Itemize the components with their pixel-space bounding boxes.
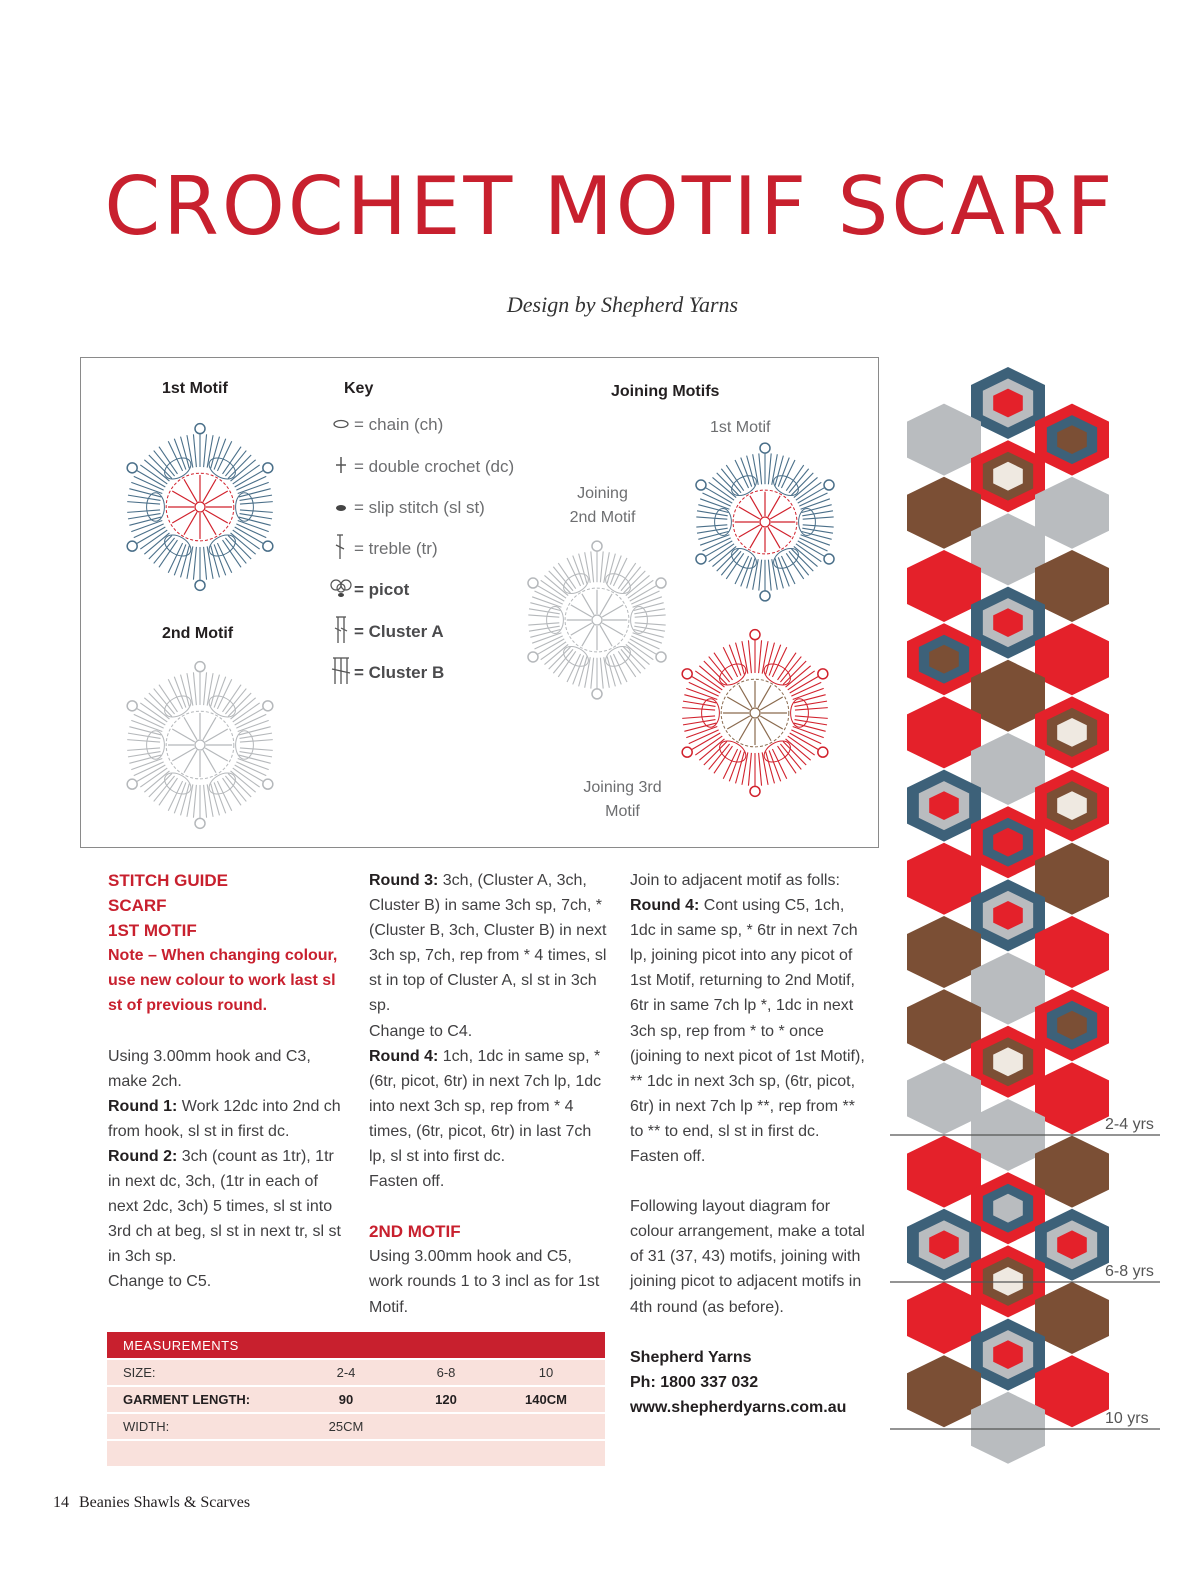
picot-mark: [824, 554, 834, 564]
hexagon-ring: [1035, 1136, 1109, 1208]
motif-hexagon: [1035, 696, 1109, 768]
first-motif-label: 1st Motif: [162, 380, 228, 397]
centre-ring-inner: [750, 708, 760, 718]
hexagon-ring: [907, 843, 981, 915]
picot-mark: [263, 779, 273, 789]
key-text-chain: = chain (ch): [354, 415, 444, 434]
join-round-4-text: Cont using C5, 1ch, 1dc in same sp, * 6tr in next 7ch lp, joining picot into any picot of 1st Motif, returning to 2nd Motif, 6tr in same 7ch lp *, 1dc in next 3ch sp, rep from * to * once (joining to next picot of 1st Motif), ** 1dc in next 3ch sp, (6tr, picot, 6tr) in next 7ch lp **, rep from ** to ** to end, sl st in first dc.: [630, 897, 865, 1140]
treble-stitch: [204, 785, 207, 818]
hexagon-ring: [1035, 550, 1109, 622]
picot-mark: [682, 747, 692, 757]
website-link[interactable]: www.shepherdyarns.com.au: [630, 1398, 847, 1416]
picot-mark: [656, 578, 666, 588]
motif-hexagon: [971, 513, 1045, 585]
picot-mark: [750, 630, 760, 640]
picot-mark: [592, 689, 602, 699]
width-label: WIDTH:: [123, 1419, 170, 1434]
motif-hexagon: [971, 953, 1045, 1025]
join-second-line-2: 2nd Motif: [569, 509, 636, 526]
round-2: [108, 1144, 348, 1269]
hexagon-ring: [1035, 1062, 1109, 1134]
length-label: GARMENT LENGTH:: [123, 1392, 251, 1407]
measurements-row-empty: [107, 1441, 605, 1466]
key-text-treble: = treble (tr): [354, 539, 438, 558]
hexagon-ring: [907, 404, 981, 476]
picot-icon: [330, 578, 352, 603]
motif-hexagon: [907, 1136, 981, 1208]
key-row-cluster-a: [330, 618, 444, 646]
round-1-label: Round 1:: [108, 1097, 178, 1115]
motif-hexagon: [1035, 1355, 1109, 1427]
hexagon-ring: [1035, 1355, 1109, 1427]
treble-stitch: [748, 640, 751, 673]
treble-stitch: [127, 748, 160, 750]
round-2-label: Round 2:: [108, 1147, 178, 1165]
motif-hexagon: [971, 660, 1045, 732]
treble-stitch: [682, 716, 715, 718]
chain-loop: [147, 731, 165, 759]
hexagon-ring: [1035, 477, 1109, 549]
page-title: CROCHET MOTIF SCARF: [104, 160, 1116, 253]
motif-drawing: [127, 424, 273, 591]
column-rounds: [369, 868, 607, 1320]
round-2-text: 3ch (count as 1tr), 1tr in next dc, 3ch, (1tr in each of next 2dc, 3ch) 5 times, sl st into 3rd ch at beg, sl st in next tr, sl st in 3ch sp.: [108, 1147, 341, 1266]
treble-stitch: [803, 517, 834, 519]
size-value-1: 2-4: [336, 1365, 356, 1380]
treble-stitch: [193, 785, 196, 818]
motif-hexagon: [1035, 843, 1109, 915]
motif-hexagon: [971, 733, 1045, 805]
motif-drawing: [127, 662, 273, 829]
length-value-3: 140CM: [525, 1392, 567, 1407]
chain-loop: [791, 699, 809, 727]
picot-mark: [127, 701, 137, 711]
join-second-motif-label: [565, 482, 640, 530]
motif-hexagon: [971, 367, 1045, 439]
hexagon-ring: [971, 953, 1045, 1025]
motif-hexagon: [1035, 623, 1109, 695]
key-row-dc: [330, 453, 514, 481]
treble-stitch: [240, 510, 273, 512]
centre-ring-inner: [760, 517, 770, 527]
treble-stitch: [127, 740, 160, 742]
treble-stitch: [240, 740, 273, 742]
size-value-2: 6-8: [436, 1365, 456, 1380]
centre-ring-inner: [592, 615, 602, 625]
treble-stitch: [204, 672, 207, 705]
treble-stitch: [591, 658, 594, 689]
picot-mark: [760, 591, 770, 601]
picot-mark: [760, 443, 770, 453]
motif-hexagon: [907, 404, 981, 476]
slip-stitch-icon: [330, 498, 352, 518]
treble-stitch: [204, 547, 207, 580]
key-row-chain: [330, 411, 443, 439]
motif-hexagon: [907, 989, 981, 1061]
join-round-4-end: Fasten off.: [630, 1148, 706, 1166]
joining-motifs-label: Joining Motifs: [611, 383, 720, 400]
phone-number: Ph: 1800 337 032: [630, 1373, 759, 1391]
motif-hexagon: [907, 696, 981, 768]
picot-mark: [195, 818, 205, 828]
treble-stitch: [795, 716, 828, 718]
measurements-row-width: [107, 1414, 605, 1439]
round-4-text: 1ch, 1dc in same sp, * (6tr, picot, 6tr) in next 7ch lp, 1dc into next 3ch sp, rep from * 4 times, (6tr, picot, 6tr) in last 7ch lp, sl st into first dc.: [369, 1047, 602, 1166]
motif-hexagon: [1035, 989, 1109, 1061]
key-text-slst: = slip stitch (sl st): [354, 498, 485, 517]
join-third-line-1: Joining 3rd: [583, 779, 662, 796]
treble-stitch: [528, 623, 559, 625]
first-motif-heading: 1ST MOTIF: [108, 921, 197, 941]
byline: Design by Shepherd Yarns: [506, 292, 739, 317]
picot-mark: [127, 541, 137, 551]
column-stitch-guide: [108, 868, 348, 1295]
hexagon-ring: [907, 1355, 981, 1427]
chain-loop: [715, 509, 732, 536]
hexagon-ring: [907, 916, 981, 988]
motif-hexagon: [971, 879, 1045, 951]
motif-hexagon: [1035, 916, 1109, 988]
hexagon-ring: [971, 660, 1045, 732]
hexagon-ring: [971, 1392, 1045, 1464]
picot-mark: [263, 541, 273, 551]
hexagon-ring: [971, 733, 1045, 805]
first-motif-intro: Using 3.00mm hook and C3, make 2ch.: [108, 1047, 311, 1090]
chain-loop: [799, 509, 816, 536]
picot-mark: [818, 669, 828, 679]
treble-stitch: [748, 753, 751, 786]
motif-hexagon: [907, 1062, 981, 1134]
key-row-picot: [330, 576, 409, 604]
motif-hexagon: [971, 806, 1045, 878]
treble-stitch: [193, 434, 196, 467]
motif-hexagon: [907, 1209, 981, 1281]
picot-mark: [127, 463, 137, 473]
measurements-row-length: [107, 1387, 605, 1412]
treble-stitch: [127, 502, 160, 504]
round-3: [369, 868, 607, 1019]
colour-change-note: Note – When changing colour, use new colour to work last sl st of previous round.: [108, 947, 338, 1015]
picot-mark: [696, 480, 706, 490]
page-number: 14: [53, 1494, 69, 1511]
round-1-text: Work 12dc into 2nd ch from hook, sl st in first dc.: [108, 1097, 341, 1140]
motif-drawing: [528, 541, 666, 699]
length-value-2: 120: [435, 1392, 457, 1407]
size-marker-2-4: 2-4 yrs: [1105, 1116, 1154, 1133]
round-4-label: Round 4:: [369, 1047, 439, 1065]
chain-icon: [330, 415, 352, 435]
hexagon-ring: [907, 1136, 981, 1208]
width-value-1: 25CM: [328, 1419, 364, 1434]
motif-hexagon: [1035, 550, 1109, 622]
treble-stitch: [768, 560, 771, 591]
join-third-line-2: Motif: [605, 803, 640, 820]
treble-stitch: [759, 640, 762, 673]
motif-drawing: [682, 630, 828, 797]
round-2-end: Change to C5.: [108, 1273, 212, 1291]
layout-instructions: Following layout diagram for colour arrangement, make a total of 31 (37, 43) motifs, joining with joining picot to adjacent motifs in 4th round (as before).: [630, 1198, 865, 1316]
hexagon-ring: [907, 696, 981, 768]
join-second-line-1: Joining: [577, 485, 628, 502]
brand-name: Shepherd Yarns: [630, 1348, 752, 1366]
picot-mark: [263, 701, 273, 711]
motif-hexagon: [971, 1172, 1045, 1244]
picot-mark: [824, 480, 834, 490]
round-3-text: 3ch, (Cluster A, 3ch, Cluster B) in same 3ch sp, 7ch, * (Cluster B, 3ch, Cluster B) in next 3ch sp, 7ch, rep from * 4 times, sl st in top of Cluster A, sl st in 3ch sp.: [369, 872, 607, 1015]
double-crochet-icon: [330, 456, 352, 479]
hexagon-ring: [1035, 843, 1109, 915]
hexagon-ring: [907, 1062, 981, 1134]
chain-loop: [547, 607, 564, 634]
motif-hexagon: [971, 1319, 1045, 1391]
treble-stitch: [759, 753, 762, 786]
treble-stitch: [635, 615, 666, 617]
motif-hexagon: [1035, 1062, 1109, 1134]
key-text-picot: = picot: [354, 580, 410, 599]
measurements-row-size: [107, 1360, 605, 1385]
picot-mark: [127, 779, 137, 789]
round-3-label: Round 3:: [369, 872, 439, 889]
key-row-cluster-b: [330, 659, 444, 687]
join-intro: Join to adjacent motif as folls:: [630, 872, 840, 889]
hexagon-ring: [1035, 623, 1109, 695]
round-4-end: Fasten off.: [369, 1173, 445, 1191]
stitch-guide-heading: STITCH GUIDE: [108, 871, 228, 890]
treble-stitch: [528, 615, 559, 617]
size-label: SIZE:: [123, 1365, 156, 1380]
size-value-3: 10: [538, 1365, 554, 1380]
treble-stitch: [803, 525, 834, 527]
round-1: [108, 1094, 348, 1144]
round-4: [369, 1044, 607, 1169]
second-motif-diagram: [95, 650, 305, 840]
measurements-header: MEASUREMENTS: [107, 1332, 605, 1358]
measurements-table: [107, 1332, 605, 1466]
motif-hexagon: [971, 1392, 1045, 1464]
treble-stitch: [795, 708, 828, 710]
centre-ring-inner: [195, 502, 205, 512]
picot-mark: [195, 662, 205, 672]
picot-mark: [195, 424, 205, 434]
hexagon-ring: [907, 550, 981, 622]
picot-mark: [528, 652, 538, 662]
motif-hexagon: [971, 587, 1045, 659]
size-marker-6-8: 6-8 yrs: [1105, 1263, 1154, 1280]
key-text-dc: = double crochet (dc): [354, 457, 515, 476]
second-motif-heading: 2ND MOTIF: [369, 1222, 461, 1242]
treble-stitch: [600, 551, 603, 582]
second-motif-text: Using 3.00mm hook and C5, work rounds 1 to 3 incl as for 1st Motif.: [369, 1248, 600, 1316]
join-third-motif-diagram: [650, 618, 860, 808]
treble-stitch: [759, 560, 762, 591]
motif-hexagon: [1035, 1282, 1109, 1354]
treble-stitch: [193, 672, 196, 705]
motif-hexagon: [907, 843, 981, 915]
hexagon-ring: [971, 513, 1045, 585]
cluster-a-icon: [330, 615, 352, 650]
key-text-cluster-a: = Cluster A: [354, 622, 444, 641]
key-text-cluster-b: = Cluster B: [354, 663, 445, 682]
motif-hexagon: [1035, 770, 1109, 842]
motif-hexagon: [1035, 1136, 1109, 1208]
treble-icon: [330, 533, 352, 566]
picot-mark: [195, 580, 205, 590]
motif-hexagon: [1035, 1209, 1109, 1281]
second-motif-label: 2nd Motif: [162, 625, 234, 642]
motif-hexagon: [971, 1026, 1045, 1098]
motif-drawing: [696, 443, 834, 601]
motif-hexagon: [907, 916, 981, 988]
scarf-heading: SCARF: [108, 896, 167, 916]
motif-hexagon: [907, 550, 981, 622]
motif-hexagon: [907, 1355, 981, 1427]
hexagon-ring: [907, 1282, 981, 1354]
motif-hexagon: [907, 1282, 981, 1354]
hexagon-ring: [1035, 1282, 1109, 1354]
motif-hexagon: [1035, 404, 1109, 476]
join-round-4: [630, 893, 866, 1144]
motif-hexagon: [907, 770, 981, 842]
hexagon-ring: [907, 989, 981, 1061]
treble-stitch: [240, 502, 273, 504]
treble-stitch: [696, 517, 727, 519]
treble-stitch: [768, 453, 771, 484]
chain-loop: [702, 699, 720, 727]
treble-stitch: [204, 434, 207, 467]
key-row-slst: [330, 494, 485, 522]
chain-loop: [236, 731, 254, 759]
join-first-motif-label: 1st Motif: [710, 419, 771, 436]
treble-stitch: [759, 453, 762, 484]
motif-hexagon: [1035, 477, 1109, 549]
scarf-layout-diagram: [890, 355, 1165, 1480]
picot-mark: [592, 541, 602, 551]
picot-mark: [750, 786, 760, 796]
hexagon-ring: [1035, 916, 1109, 988]
picot-mark: [528, 578, 538, 588]
publication-name: Beanies Shawls & Scarves: [79, 1494, 251, 1511]
length-value-1: 90: [338, 1392, 354, 1407]
treble-stitch: [591, 551, 594, 582]
chain-loop: [147, 493, 165, 521]
hexagon-ring: [907, 477, 981, 549]
treble-stitch: [682, 708, 715, 710]
join-round-4-label: Round 4:: [630, 897, 700, 915]
chain-loop: [236, 493, 254, 521]
motif-hexagon: [971, 440, 1045, 512]
picot-mark: [818, 747, 828, 757]
picot-mark: [682, 669, 692, 679]
key-row-treble: [330, 535, 438, 563]
size-marker-10: 10 yrs: [1105, 1410, 1149, 1427]
cluster-b-icon: [330, 656, 352, 691]
round-3-end: Change to C4.: [369, 1022, 473, 1040]
treble-stitch: [240, 748, 273, 750]
first-motif-diagram: [95, 412, 305, 602]
centre-ring-inner: [195, 740, 205, 750]
treble-stitch: [696, 525, 727, 527]
picot-mark: [263, 463, 273, 473]
treble-stitch: [600, 658, 603, 689]
treble-stitch: [127, 510, 160, 512]
motif-hexagon: [907, 623, 981, 695]
key-label: Key: [344, 380, 374, 397]
treble-stitch: [193, 547, 196, 580]
column-joining: [630, 868, 866, 1420]
motif-hexagon: [907, 477, 981, 549]
page-footer: [53, 1494, 250, 1512]
chain-loop: [631, 607, 648, 634]
picot-mark: [696, 554, 706, 564]
